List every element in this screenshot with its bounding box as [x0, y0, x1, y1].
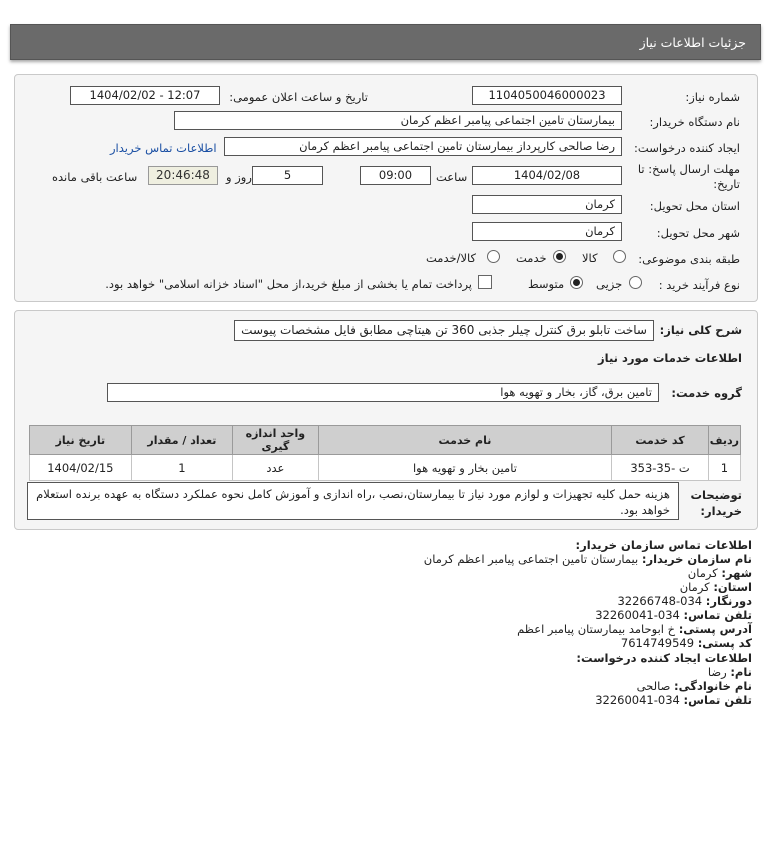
- creator-field: رضا صالحی کارپرداز بیمارستان تامین اجتماعی پیامبر اعظم کرمان: [224, 137, 622, 156]
- contact-phone-value: 034-32260041: [595, 608, 680, 622]
- deadline-date-label: تاریخ:: [713, 177, 740, 191]
- contact-phone-label: تلفن تماس:: [683, 608, 752, 622]
- buyer-notes-label-2: خریدار:: [700, 504, 742, 518]
- creator-contact-heading: اطلاعات ایجاد کننده درخواست:: [576, 651, 752, 665]
- announce-date-field: 1404/02/02 - 12:07: [70, 86, 220, 105]
- category-both-label: کالا/خدمت: [426, 251, 477, 265]
- cell-service-code: ت -35-353: [612, 455, 709, 481]
- category-service-label: خدمت: [516, 251, 547, 265]
- col-header-need-date: تاریخ نیاز: [30, 426, 132, 455]
- days-label: روز و: [226, 170, 252, 184]
- deadline-label: مهلت ارسال پاسخ: تا: [637, 162, 740, 176]
- process-medium-label: متوسط: [528, 277, 565, 291]
- page-header: [10, 24, 761, 60]
- contact-address-line: [517, 622, 752, 636]
- page-title: جزئیات اطلاعات نیاز: [639, 35, 746, 50]
- deadline-date-field: 1404/02/08: [472, 166, 622, 185]
- creator-first-name-value: رضا: [707, 665, 727, 679]
- contact-fax-line: [617, 594, 752, 608]
- need-number-field: 1104050046000023: [472, 86, 622, 105]
- delivery-city-label: شهر محل تحویل:: [656, 226, 740, 240]
- contact-city-line: [688, 566, 752, 580]
- contact-address-label: آدرس پستی:: [678, 622, 752, 636]
- contact-address-value: خ ابوحامد بیمارستان پیامبر اعظم: [517, 622, 676, 636]
- services-table: [29, 425, 741, 481]
- table-header-row: [30, 426, 741, 455]
- hour-label: ساعت: [436, 170, 468, 184]
- days-field: 5: [252, 166, 323, 185]
- creator-phone-label: تلفن تماس:: [683, 693, 752, 707]
- buyer-label: نام دستگاه خریدار:: [649, 115, 740, 129]
- contact-province-label: استان:: [713, 580, 752, 594]
- cell-quantity: 1: [131, 455, 232, 481]
- table-row: [30, 455, 741, 481]
- delivery-city-field: کرمان: [472, 222, 622, 241]
- contact-postal-label: کد پستی:: [697, 636, 752, 650]
- services-heading: اطلاعات خدمات مورد نیاز: [598, 351, 742, 365]
- remaining-label: ساعت باقی مانده: [52, 170, 138, 184]
- announce-date-label: تاریخ و ساعت اعلان عمومی:: [229, 90, 368, 104]
- buyer-org-name-label: نام سازمان خریدار:: [641, 552, 752, 566]
- creator-first-name-line: [708, 665, 752, 679]
- buyer-field: بیمارستان تامین اجتماعی پیامبر اعظم کرمان: [174, 111, 622, 130]
- creator-phone-value: 034-32260041: [595, 693, 680, 707]
- summary-label: شرح کلی نیاز:: [659, 323, 742, 337]
- remaining-time-display: 20:46:48: [148, 166, 218, 185]
- col-header-unit: واحد اندازه گیری: [233, 426, 319, 455]
- contact-province-line: [680, 580, 752, 594]
- col-header-service-name: نام خدمت: [318, 426, 612, 455]
- service-group-label: گروه خدمت:: [671, 386, 742, 400]
- service-group-field: تامین برق، گاز، بخار و تهویه هوا: [107, 383, 659, 402]
- contact-postal-line: [621, 636, 752, 650]
- treasury-payment-note: پرداخت تمام یا بخشی از مبلغ خرید،از محل "اسناد خزانه اسلامی" خواهد بود.: [105, 277, 472, 291]
- contact-fax-label: دورنگار:: [705, 594, 752, 608]
- creator-label: ایجاد کننده درخواست:: [634, 141, 740, 155]
- buyer-org-name-line: [424, 552, 752, 566]
- contact-province-value: کرمان: [679, 580, 710, 594]
- cell-row-number: 1: [708, 455, 740, 481]
- creator-last-name-label: نام خانوادگی:: [674, 679, 752, 693]
- process-minor-label: جزیی: [596, 277, 623, 291]
- contact-phone-line: [595, 608, 752, 622]
- treasury-payment-checkbox[interactable]: [478, 275, 492, 289]
- buyer-contact-link[interactable]: اطلاعات تماس خریدار: [110, 141, 217, 155]
- process-minor-radio[interactable]: [629, 276, 642, 289]
- buyer-org-name-value: بیمارستان تامین اجتماعی پیامبر اعظم کرمان: [423, 552, 639, 566]
- contact-city-label: شهر:: [721, 566, 752, 580]
- buyer-org-contact-heading: اطلاعات تماس سازمان خریدار:: [575, 538, 752, 552]
- creator-first-name-label: نام:: [730, 665, 752, 679]
- delivery-province-label: استان محل تحویل:: [649, 199, 740, 213]
- creator-phone-line: [595, 693, 752, 707]
- need-info-panel: [14, 74, 758, 302]
- category-both-radio[interactable]: [487, 250, 500, 263]
- process-medium-radio[interactable]: [570, 276, 583, 289]
- process-type-label: نوع فرآیند خرید :: [658, 278, 740, 292]
- cell-service-name: تامین بخار و تهویه هوا: [318, 455, 612, 481]
- category-service-radio[interactable]: [553, 250, 566, 263]
- category-goods-radio[interactable]: [613, 250, 626, 263]
- category-goods-label: کالا: [582, 251, 598, 265]
- category-label: طبقه بندی موضوعی:: [638, 252, 740, 266]
- deadline-time-field: 09:00: [360, 166, 431, 185]
- contact-city-value: کرمان: [687, 566, 718, 580]
- creator-last-name-line: [637, 679, 752, 693]
- need-number-label: شماره نیاز:: [685, 90, 740, 104]
- cell-unit: عدد: [233, 455, 319, 481]
- contact-postal-value: 7614749549: [620, 636, 695, 650]
- creator-last-name-value: صالحی: [636, 679, 671, 693]
- summary-field: ساخت تابلو برق کنترل چیلر جذبی 360 تن هیتاچی مطابق فایل مشخصات پیوست: [234, 320, 654, 341]
- cell-need-date: 1404/02/15: [30, 455, 132, 481]
- buyer-notes-label: توضیحات: [690, 488, 742, 502]
- col-header-quantity: تعداد / مقدار: [131, 426, 232, 455]
- contact-fax-value: 034-32266748: [617, 594, 703, 608]
- buyer-notes-field: هزینه حمل کلیه تجهیزات و لوازم مورد نیاز تا بیمارستان،نصب ،راه اندازی و آموزش کامل نحوه عملکرد دستگاه به عهده برنده استعلام خواهد بود.: [27, 482, 679, 520]
- delivery-province-field: کرمان: [472, 195, 622, 214]
- col-header-row-number: ردیف: [708, 426, 740, 455]
- col-header-service-code: کد خدمت: [612, 426, 709, 455]
